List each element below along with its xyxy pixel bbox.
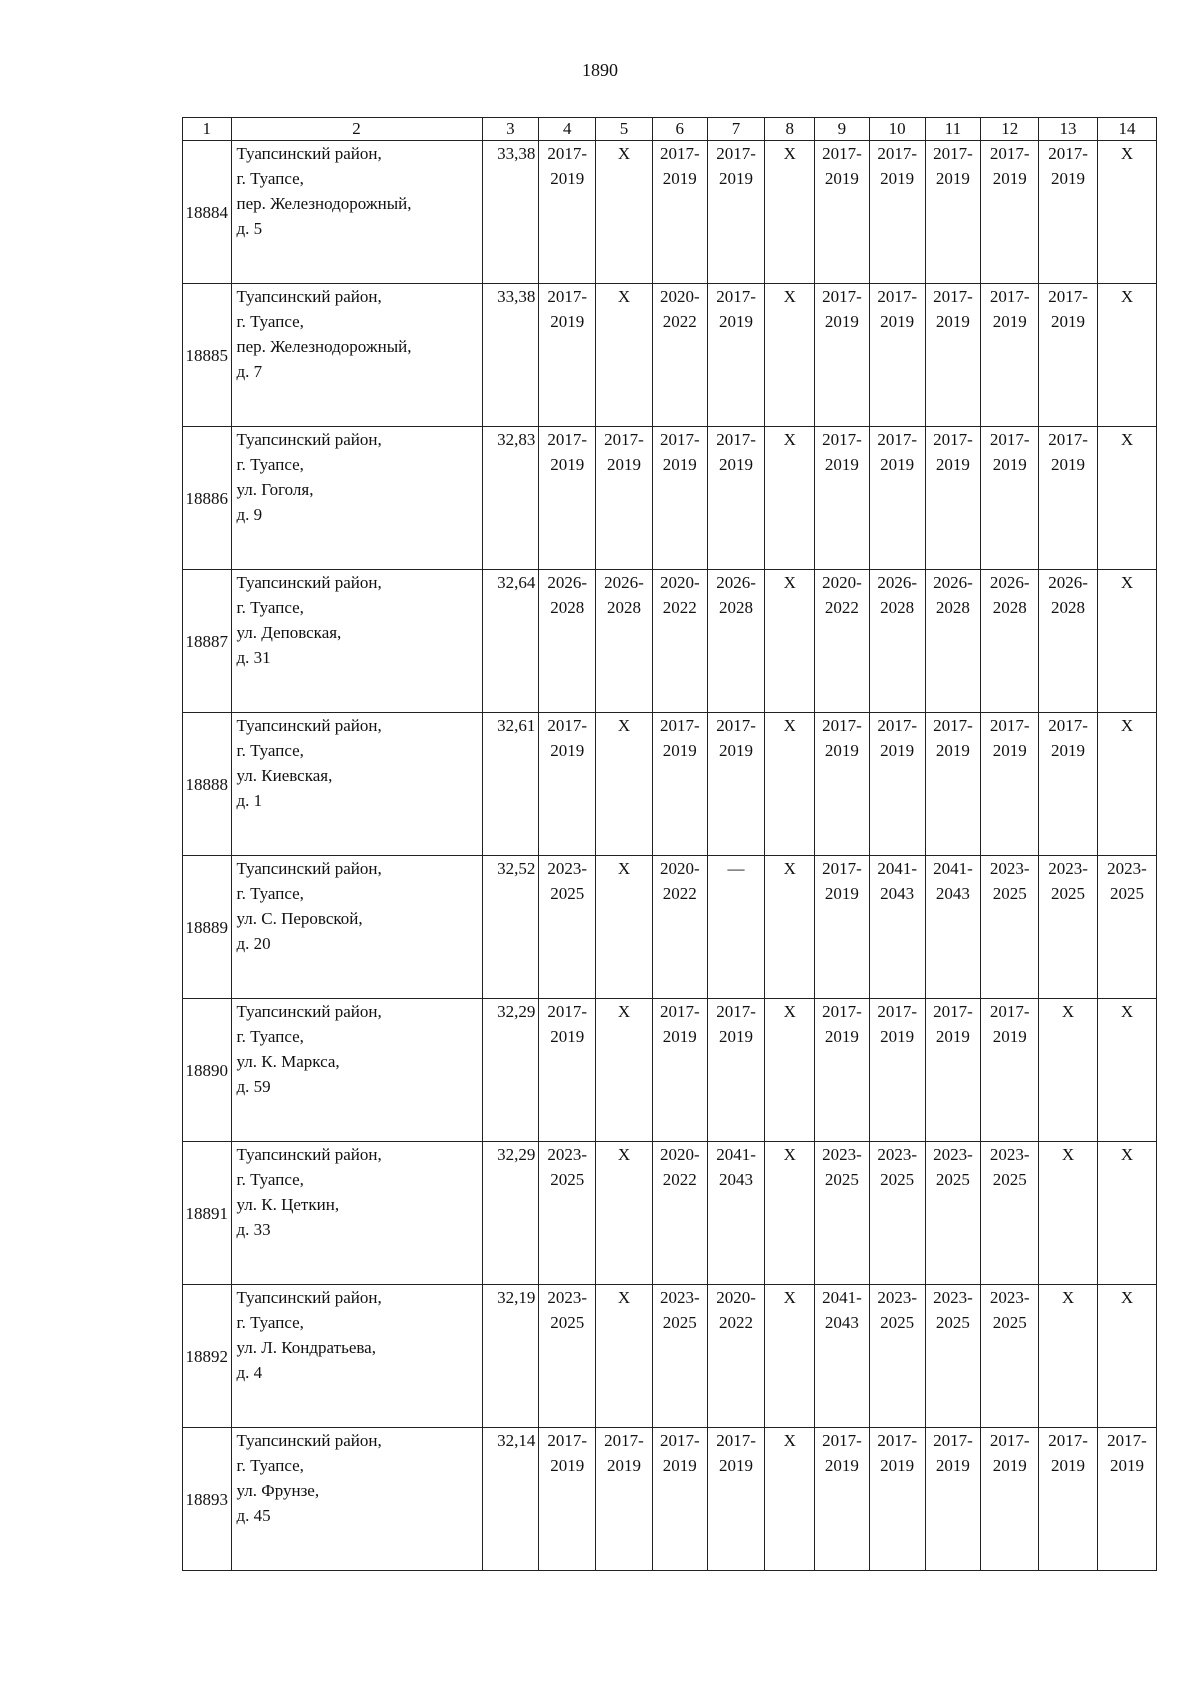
address-line: Туапсинский район, <box>236 430 382 449</box>
table-row <box>183 1285 1157 1428</box>
period-cell: X <box>765 284 815 427</box>
address-line: г. Туапсе, <box>236 312 304 331</box>
address-line: Туапсинский район, <box>236 1145 382 1164</box>
address-line: пер. Железнодорожный, <box>236 337 412 356</box>
header-row <box>183 118 1157 141</box>
period-cell: 2017- 2019 <box>981 1428 1039 1571</box>
row-number: 18888 <box>183 713 232 856</box>
period-cell: X <box>1097 999 1156 1142</box>
address-line: Туапсинский район, <box>236 1288 382 1307</box>
period-cell: 2020- 2022 <box>815 570 870 713</box>
page-number: 1890 <box>582 60 618 80</box>
area-cell: 32,61 <box>482 713 539 856</box>
period-cell: 2017- 2019 <box>815 713 870 856</box>
period-cell: 2017- 2019 <box>707 713 765 856</box>
address-line: ул. Киевская, <box>236 766 333 785</box>
address-line: Туапсинский район, <box>236 287 382 306</box>
period-cell: X <box>765 856 815 999</box>
address-line: д. 20 <box>236 934 271 953</box>
period-cell: 2041- 2043 <box>815 1285 870 1428</box>
period-cell: 2017- 2019 <box>815 284 870 427</box>
period-cell: X <box>1039 999 1098 1142</box>
address-cell <box>231 856 482 999</box>
address-line: г. Туапсе, <box>236 1456 304 1475</box>
period-cell: 2017- 2019 <box>652 1428 707 1571</box>
period-cell: 2023- 2025 <box>539 1285 596 1428</box>
period-cell: X <box>596 141 653 284</box>
address-cell <box>231 570 482 713</box>
period-cell: 2023- 2025 <box>981 856 1039 999</box>
address-line: ул. С. Перовской, <box>236 909 363 928</box>
period-cell: 2026- 2028 <box>925 570 981 713</box>
period-cell: 2017- 2019 <box>815 141 870 284</box>
period-cell: 2017- 2019 <box>815 1428 870 1571</box>
column-header: 12 <box>981 118 1039 141</box>
period-cell: 2041- 2043 <box>925 856 981 999</box>
address-line: Туапсинский район, <box>236 716 382 735</box>
table-row <box>183 999 1157 1142</box>
period-cell: 2023- 2025 <box>539 1142 596 1285</box>
period-cell: 2017- 2019 <box>1039 1428 1098 1571</box>
period-cell: 2020- 2022 <box>652 856 707 999</box>
address-line: Туапсинский район, <box>236 1431 382 1450</box>
period-cell: 2017- 2019 <box>539 284 596 427</box>
period-cell: X <box>1039 1142 1098 1285</box>
period-cell: 2026- 2028 <box>539 570 596 713</box>
period-cell: 2017- 2019 <box>815 427 870 570</box>
table-row <box>183 856 1157 999</box>
period-cell: X <box>1097 427 1156 570</box>
period-cell: 2020- 2022 <box>652 284 707 427</box>
address-line: г. Туапсе, <box>236 598 304 617</box>
address-cell <box>231 1142 482 1285</box>
period-cell: 2017- 2019 <box>1097 1428 1156 1571</box>
period-cell: 2017- 2019 <box>539 713 596 856</box>
table-row <box>183 141 1157 284</box>
period-cell: X <box>1097 1142 1156 1285</box>
row-number: 18884 <box>183 141 232 284</box>
period-cell: 2017- 2019 <box>815 999 870 1142</box>
period-cell: 2023- 2025 <box>539 856 596 999</box>
period-cell: 2017- 2019 <box>1039 284 1098 427</box>
period-cell: 2023- 2025 <box>869 1285 925 1428</box>
period-cell: 2017- 2019 <box>925 999 981 1142</box>
period-cell: 2017- 2019 <box>596 1428 653 1571</box>
period-cell: 2023- 2025 <box>652 1285 707 1428</box>
period-cell: 2026- 2028 <box>869 570 925 713</box>
period-cell: — <box>707 856 765 999</box>
period-cell: 2023- 2025 <box>1039 856 1098 999</box>
address-line: д. 7 <box>236 362 263 381</box>
column-header: 13 <box>1039 118 1098 141</box>
address-line: г. Туапсе, <box>236 455 304 474</box>
period-cell: 2020- 2022 <box>652 1142 707 1285</box>
address-cell <box>231 284 482 427</box>
period-cell: 2017- 2019 <box>869 713 925 856</box>
address-line: г. Туапсе, <box>236 1170 304 1189</box>
period-cell: 2017- 2019 <box>869 284 925 427</box>
period-cell: 2017- 2019 <box>925 713 981 856</box>
period-cell: 2017- 2019 <box>981 141 1039 284</box>
period-cell: X <box>765 141 815 284</box>
period-cell: 2017- 2019 <box>652 141 707 284</box>
address-line: д. 33 <box>236 1220 271 1239</box>
period-cell: X <box>596 999 653 1142</box>
column-header: 7 <box>707 118 765 141</box>
row-number: 18885 <box>183 284 232 427</box>
table-row <box>183 570 1157 713</box>
period-cell: 2020- 2022 <box>707 1285 765 1428</box>
period-cell: 2041- 2043 <box>707 1142 765 1285</box>
table-row <box>183 713 1157 856</box>
table-row <box>183 1142 1157 1285</box>
period-cell: X <box>765 570 815 713</box>
row-number: 18890 <box>183 999 232 1142</box>
table-row <box>183 284 1157 427</box>
column-header: 6 <box>652 118 707 141</box>
period-cell: 2017- 2019 <box>707 427 765 570</box>
period-cell: X <box>1039 1285 1098 1428</box>
period-cell: 2017- 2019 <box>539 427 596 570</box>
table-row <box>183 427 1157 570</box>
address-line: г. Туапсе, <box>236 169 304 188</box>
period-cell: X <box>596 284 653 427</box>
area-cell: 32,52 <box>482 856 539 999</box>
period-cell: 2023- 2025 <box>815 1142 870 1285</box>
period-cell: 2017- 2019 <box>707 1428 765 1571</box>
address-line: Туапсинский район, <box>236 859 382 878</box>
period-cell: X <box>1097 141 1156 284</box>
period-cell: 2023- 2025 <box>981 1142 1039 1285</box>
address-line: г. Туапсе, <box>236 1313 304 1332</box>
row-number: 18891 <box>183 1142 232 1285</box>
period-cell: 2017- 2019 <box>1039 141 1098 284</box>
period-cell: 2017- 2019 <box>1039 713 1098 856</box>
period-cell: X <box>596 1285 653 1428</box>
address-cell <box>231 427 482 570</box>
period-cell: 2017- 2019 <box>815 856 870 999</box>
column-header: 1 <box>183 118 232 141</box>
period-cell: 2017- 2019 <box>869 1428 925 1571</box>
column-header: 5 <box>596 118 653 141</box>
address-line: пер. Железнодорожный, <box>236 194 412 213</box>
period-cell: 2017- 2019 <box>981 713 1039 856</box>
address-line: Туапсинский район, <box>236 1002 382 1021</box>
period-cell: X <box>596 713 653 856</box>
period-cell: X <box>596 1142 653 1285</box>
area-cell: 33,38 <box>482 141 539 284</box>
period-cell: 2017- 2019 <box>869 141 925 284</box>
address-line: д. 45 <box>236 1506 271 1525</box>
period-cell: 2017- 2019 <box>981 999 1039 1142</box>
column-header: 11 <box>925 118 981 141</box>
period-cell: 2017- 2019 <box>981 427 1039 570</box>
column-header: 14 <box>1097 118 1156 141</box>
column-header: 2 <box>231 118 482 141</box>
period-cell: X <box>765 999 815 1142</box>
address-line: ул. Фрунзе, <box>236 1481 320 1500</box>
address-cell <box>231 999 482 1142</box>
column-header: 3 <box>482 118 539 141</box>
area-cell: 32,83 <box>482 427 539 570</box>
area-cell: 32,19 <box>482 1285 539 1428</box>
period-cell: 2023- 2025 <box>1097 856 1156 999</box>
address-cell <box>231 1285 482 1428</box>
row-number: 18893 <box>183 1428 232 1571</box>
period-cell: 2020- 2022 <box>652 570 707 713</box>
period-cell: 2017- 2019 <box>925 1428 981 1571</box>
area-cell: 32,29 <box>482 999 539 1142</box>
row-number: 18889 <box>183 856 232 999</box>
period-cell: 2017- 2019 <box>869 999 925 1142</box>
table-body <box>183 141 1157 1571</box>
period-cell: 2017- 2019 <box>596 427 653 570</box>
period-cell: X <box>596 856 653 999</box>
period-cell: 2023- 2025 <box>925 1142 981 1285</box>
period-cell: 2017- 2019 <box>925 284 981 427</box>
address-line: ул. Деповская, <box>236 623 342 642</box>
address-line: г. Туапсе, <box>236 1027 304 1046</box>
period-cell: 2017- 2019 <box>925 141 981 284</box>
column-header: 4 <box>539 118 596 141</box>
column-header: 10 <box>869 118 925 141</box>
period-cell: 2017- 2019 <box>707 141 765 284</box>
address-line: Туапсинский район, <box>236 573 382 592</box>
area-cell: 32,64 <box>482 570 539 713</box>
address-line: ул. Гоголя, <box>236 480 314 499</box>
period-cell: 2017- 2019 <box>869 427 925 570</box>
area-cell: 32,29 <box>482 1142 539 1285</box>
address-cell <box>231 1428 482 1571</box>
period-cell: 2017- 2019 <box>707 999 765 1142</box>
period-cell: 2017- 2019 <box>539 1428 596 1571</box>
period-cell: 2026- 2028 <box>596 570 653 713</box>
period-cell: X <box>1097 713 1156 856</box>
row-number: 18886 <box>183 427 232 570</box>
period-cell: 2041- 2043 <box>869 856 925 999</box>
address-cell <box>231 141 482 284</box>
period-cell: 2017- 2019 <box>652 999 707 1142</box>
address-line: д. 59 <box>236 1077 271 1096</box>
address-line: д. 1 <box>236 791 263 810</box>
period-cell: 2023- 2025 <box>981 1285 1039 1428</box>
table-row <box>183 1428 1157 1571</box>
period-cell: X <box>765 427 815 570</box>
area-cell: 32,14 <box>482 1428 539 1571</box>
column-header: 9 <box>815 118 870 141</box>
address-line: д. 5 <box>236 219 263 238</box>
address-line: д. 4 <box>236 1363 263 1382</box>
period-cell: 2026- 2028 <box>981 570 1039 713</box>
registry-table <box>182 117 1157 1571</box>
period-cell: 2017- 2019 <box>981 284 1039 427</box>
period-cell: X <box>1097 570 1156 713</box>
address-cell <box>231 713 482 856</box>
address-line: г. Туапсе, <box>236 884 304 903</box>
period-cell: X <box>765 1428 815 1571</box>
address-line: ул. К. Цеткин, <box>236 1195 340 1214</box>
period-cell: X <box>765 1285 815 1428</box>
period-cell: 2017- 2019 <box>925 427 981 570</box>
period-cell: 2017- 2019 <box>539 141 596 284</box>
period-cell: 2017- 2019 <box>652 713 707 856</box>
address-line: д. 31 <box>236 648 271 667</box>
period-cell: 2017- 2019 <box>652 427 707 570</box>
period-cell: X <box>765 713 815 856</box>
period-cell: 2026- 2028 <box>1039 570 1098 713</box>
address-line: Туапсинский район, <box>236 144 382 163</box>
column-header: 8 <box>765 118 815 141</box>
period-cell: 2023- 2025 <box>925 1285 981 1428</box>
row-number: 18892 <box>183 1285 232 1428</box>
address-line: ул. Л. Кондратьева, <box>236 1338 376 1357</box>
address-line: ул. К. Маркса, <box>236 1052 340 1071</box>
row-number: 18887 <box>183 570 232 713</box>
period-cell: 2017- 2019 <box>539 999 596 1142</box>
period-cell: X <box>765 1142 815 1285</box>
area-cell: 33,38 <box>482 284 539 427</box>
address-line: г. Туапсе, <box>236 741 304 760</box>
period-cell: 2017- 2019 <box>1039 427 1098 570</box>
period-cell: X <box>1097 284 1156 427</box>
period-cell: 2026- 2028 <box>707 570 765 713</box>
period-cell: 2023- 2025 <box>869 1142 925 1285</box>
period-cell: X <box>1097 1285 1156 1428</box>
period-cell: 2017- 2019 <box>707 284 765 427</box>
address-line: д. 9 <box>236 505 263 524</box>
